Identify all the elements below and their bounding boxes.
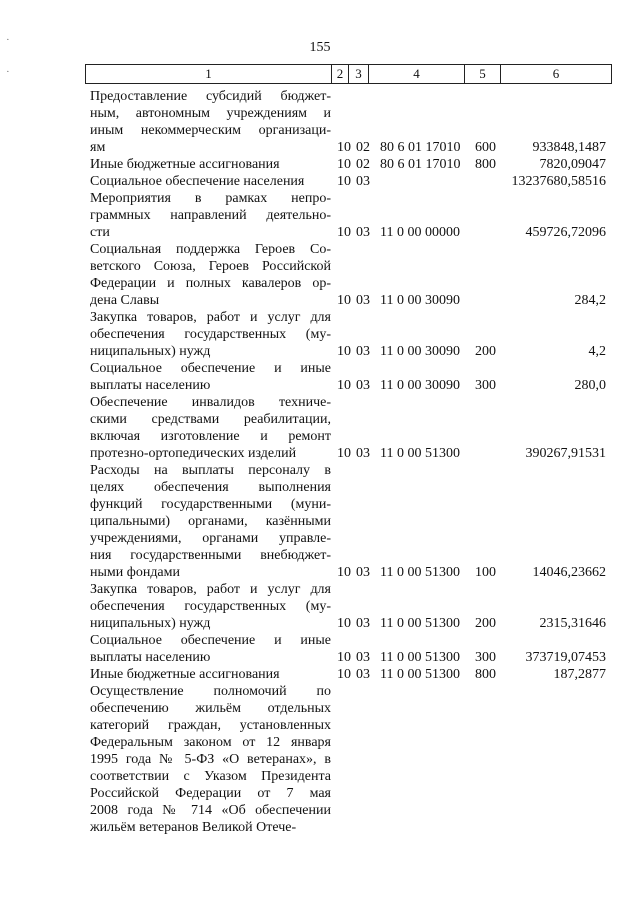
table-row	[0, 173, 640, 190]
subsection-code: 03	[356, 293, 370, 308]
row-description	[90, 156, 331, 173]
description-line: Социальная поддержка Героев Со-	[90, 242, 331, 257]
expense-type-code: 200	[475, 344, 496, 359]
column-header-3: 3	[349, 65, 369, 84]
amount: 4,2	[588, 344, 606, 359]
description-line: функций государственными (муни-	[90, 497, 331, 512]
row-description	[90, 309, 331, 360]
description-line: Иные бюджетные ассигнования	[90, 157, 280, 172]
section-code: 10	[337, 344, 351, 359]
row-description	[90, 190, 331, 241]
description-line: обеспечению жильём отдельных	[90, 701, 331, 716]
table-row	[0, 88, 640, 156]
page-number: 155	[309, 40, 331, 55]
column-header-1: 1	[86, 65, 332, 84]
subsection-code: 03	[356, 667, 370, 682]
amount: 14046,23662	[532, 565, 606, 580]
section-code: 10	[337, 157, 351, 172]
expense-type-code: 800	[475, 667, 496, 682]
description-line: скими средствами реабилитации,	[90, 412, 331, 427]
subsection-code: 03	[356, 344, 370, 359]
section-code: 10	[337, 174, 351, 189]
description-line: ния государственными внебюджет-	[90, 548, 331, 563]
target-article-code: 11 0 00 51300	[380, 446, 460, 461]
description-line: ным, автономным учреждениям и	[90, 106, 331, 121]
description-line: целях обеспечения выполнения	[90, 480, 331, 495]
description-line: обеспечения государственных (му-	[90, 599, 331, 614]
description-line: Закупка товаров, работ и услуг для	[90, 582, 331, 597]
description-line: ям	[90, 140, 106, 155]
expense-type-code: 600	[475, 140, 496, 155]
row-description	[90, 632, 331, 666]
subsection-code: 03	[356, 650, 370, 665]
description-line: Осуществление полномочий по	[90, 684, 331, 699]
description-line: 2008 года № 714 «Об обеспечении	[90, 803, 331, 818]
description-line: категорий граждан, установленных	[90, 718, 331, 733]
target-article-code: 80 6 01 17010	[380, 157, 461, 172]
column-header-row	[86, 65, 612, 84]
description-line: ципальными) органами, казёнными	[90, 514, 331, 529]
table-row	[0, 581, 640, 632]
description-line: иным некоммерческим организаци-	[90, 123, 331, 138]
expense-type-code: 300	[475, 378, 496, 393]
subsection-code: 03	[356, 565, 370, 580]
description-line: ниципальных) нужд	[90, 616, 211, 631]
column-header-2: 2	[332, 65, 349, 84]
row-description	[90, 666, 331, 683]
budget-table-body	[0, 88, 640, 836]
column-header-table	[85, 64, 612, 84]
expense-type-code: 200	[475, 616, 496, 631]
table-row	[0, 462, 640, 581]
description-line: выплаты населению	[90, 378, 211, 393]
section-code: 10	[337, 225, 351, 240]
subsection-code: 02	[356, 140, 370, 155]
row-description	[90, 88, 331, 156]
amount: 459726,72096	[525, 225, 606, 240]
description-line: Социальное обеспечение и иные	[90, 633, 331, 648]
table-row	[0, 632, 640, 666]
section-code: 10	[337, 293, 351, 308]
expense-type-code: 300	[475, 650, 496, 665]
section-code: 10	[337, 378, 351, 393]
row-description	[90, 394, 331, 462]
table-row	[0, 309, 640, 360]
amount: 187,2877	[553, 667, 606, 682]
target-article-code: 11 0 00 00000	[380, 225, 460, 240]
subsection-code: 03	[356, 225, 370, 240]
amount: 2315,31646	[539, 616, 606, 631]
description-line: включая изготовление и ремонт	[90, 429, 331, 444]
table-row	[0, 190, 640, 241]
table-row	[0, 360, 640, 394]
table-row	[0, 241, 640, 309]
table-row	[0, 394, 640, 462]
description-line: ветского Союза, Героев Российской	[90, 259, 331, 274]
column-header-5: 5	[465, 65, 501, 84]
target-article-code: 80 6 01 17010	[380, 140, 461, 155]
description-line: Российской Федерации от 7 мая	[90, 786, 331, 801]
target-article-code: 11 0 00 51300	[380, 650, 460, 665]
target-article-code: 11 0 00 30090	[380, 293, 460, 308]
amount: 390267,91531	[525, 446, 606, 461]
subsection-code: 03	[356, 616, 370, 631]
section-code: 10	[337, 650, 351, 665]
description-line: Мероприятия в рамках непро-	[90, 191, 331, 206]
description-line: ными фондами	[90, 565, 181, 580]
scan-mark: ·	[6, 34, 10, 46]
description-line: ниципальных) нужд	[90, 344, 211, 359]
target-article-code: 11 0 00 51300	[380, 565, 460, 580]
section-code: 10	[337, 446, 351, 461]
amount: 280,0	[574, 378, 606, 393]
description-line: Федеральным законом от 12 января	[90, 735, 331, 750]
row-description	[90, 683, 331, 836]
description-line: жильём ветеранов Великой Отече-	[90, 820, 297, 835]
scan-mark: ·	[6, 66, 10, 78]
table-row	[0, 683, 640, 836]
column-header-6: 6	[501, 65, 612, 84]
target-article-code: 11 0 00 51300	[380, 667, 460, 682]
section-code: 10	[337, 667, 351, 682]
subsection-code: 03	[356, 446, 370, 461]
description-line: обеспечения государственных (му-	[90, 327, 331, 342]
description-line: Федерации и полных кавалеров ор-	[90, 276, 331, 291]
row-description	[90, 360, 331, 394]
amount: 373719,07453	[525, 650, 606, 665]
row-description	[90, 241, 331, 309]
description-line: Закупка товаров, работ и услуг для	[90, 310, 331, 325]
amount: 284,2	[574, 293, 606, 308]
table-row	[0, 156, 640, 173]
subsection-code: 03	[356, 174, 370, 189]
description-line: учреждениями, органами управле-	[90, 531, 331, 546]
table-row	[0, 666, 640, 683]
subsection-code: 02	[356, 157, 370, 172]
description-line: выплаты населению	[90, 650, 211, 665]
amount: 13237680,58516	[511, 174, 606, 189]
description-line: протезно-ортопедических изделий	[90, 446, 297, 461]
row-description	[90, 173, 331, 190]
target-article-code: 11 0 00 30090	[380, 378, 460, 393]
section-code: 10	[337, 565, 351, 580]
column-header-4: 4	[369, 65, 465, 84]
description-line: Предоставление субсидий бюджет-	[90, 89, 331, 104]
description-line: дена Славы	[90, 293, 160, 308]
section-code: 10	[337, 616, 351, 631]
row-description	[90, 581, 331, 632]
description-line: сти	[90, 225, 110, 240]
section-code: 10	[337, 140, 351, 155]
description-line: граммных направлений деятельно-	[90, 208, 331, 223]
subsection-code: 03	[356, 378, 370, 393]
expense-type-code: 800	[475, 157, 496, 172]
description-line: соответствии с Указом Президента	[90, 769, 331, 784]
target-article-code: 11 0 00 51300	[380, 616, 460, 631]
amount: 7820,09047	[539, 157, 606, 172]
expense-type-code: 100	[475, 565, 496, 580]
description-line: Социальное обеспечение населения	[90, 174, 305, 189]
description-line: Социальное обеспечение и иные	[90, 361, 331, 376]
target-article-code: 11 0 00 30090	[380, 344, 460, 359]
row-description	[90, 462, 331, 581]
description-line: Расходы на выплаты персоналу в	[90, 463, 331, 478]
description-line: Иные бюджетные ассигнования	[90, 667, 280, 682]
description-line: 1995 года № 5-ФЗ «О ветеранах», в	[90, 752, 331, 767]
description-line: Обеспечение инвалидов техниче-	[90, 395, 331, 410]
amount: 933848,1487	[532, 140, 606, 155]
